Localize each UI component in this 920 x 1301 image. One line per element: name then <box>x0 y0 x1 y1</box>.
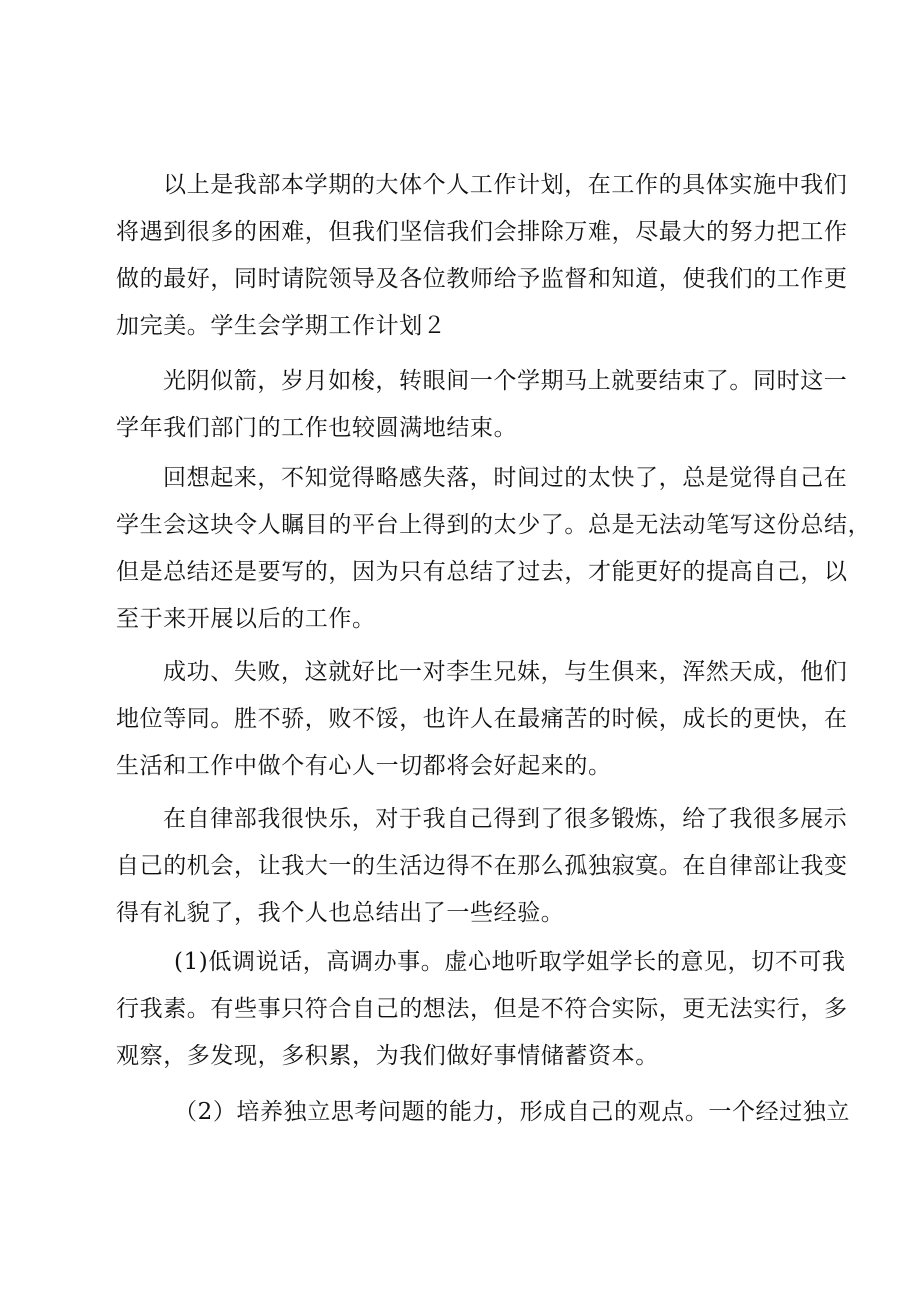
text-line: 学生会这块令人瞩目的平台上得到的太少了。总是无法动笔写这份总结， <box>116 512 872 538</box>
text-line: 成功、失败，这就好比一对李生兄妹，与生俱来，浑然天成，他们 <box>163 659 848 685</box>
text-line: 至于来开展以后的工作。 <box>116 606 376 632</box>
text-line: 生活和工作中做个有心人一切都将会好起来的。 <box>116 753 612 779</box>
text-line: 但是总结还是要写的，因为只有总结了过去，才能更好的提高自己，以 <box>116 559 848 585</box>
text-line: （2）培养独立思考问题的能力，形成自己的观点。一个经过独立 <box>174 1099 851 1125</box>
text-line: 将遇到很多的困难，但我们坚信我们会排除万难，尽最大的努力把工作 <box>116 219 848 245</box>
text-line: 学年我们部门的工作也较圆满地结束。 <box>116 415 518 441</box>
text-line: 做的最好，同时请院领导及各位教师给予监督和知道，使我们的工作更 <box>116 266 848 292</box>
text-line: 在自律部我很快乐，对于我自己得到了很多锻炼，给了我很多展示 <box>163 806 848 832</box>
text-line: 自己的机会，让我大一的生活边得不在那么孤独寂寞。在自律部让我变 <box>116 853 848 879</box>
text-line: (1)低调说话，高调办事。虚心地听取学姐学长的意见，切不可我 <box>174 949 846 975</box>
text-line: 光阴似箭，岁月如梭，转眼间一个学期马上就要结束了。同时这一 <box>163 368 848 394</box>
text-line: 以上是我部本学期的大体个人工作计划，在工作的具体实施中我们 <box>163 172 848 198</box>
text-line: 观察，多发现，多积累，为我们做好事情储蓄资本。 <box>116 1043 659 1069</box>
text-line: 得有礼貌了，我个人也总结出了一些经验。 <box>116 900 565 926</box>
text-line: 行我素。有些事只符合自己的想法，但是不符合实际，更无法实行，多 <box>116 996 848 1022</box>
text-line: 加完美。学生会学期工作计划２ <box>116 313 447 339</box>
text-line: 地位等同。胜不骄，败不馁，也许人在最痛苦的时候，成长的更快，在 <box>116 706 848 732</box>
text-line: 回想起来，不知觉得略感失落，时间过的太快了，总是觉得自己在 <box>163 465 848 491</box>
